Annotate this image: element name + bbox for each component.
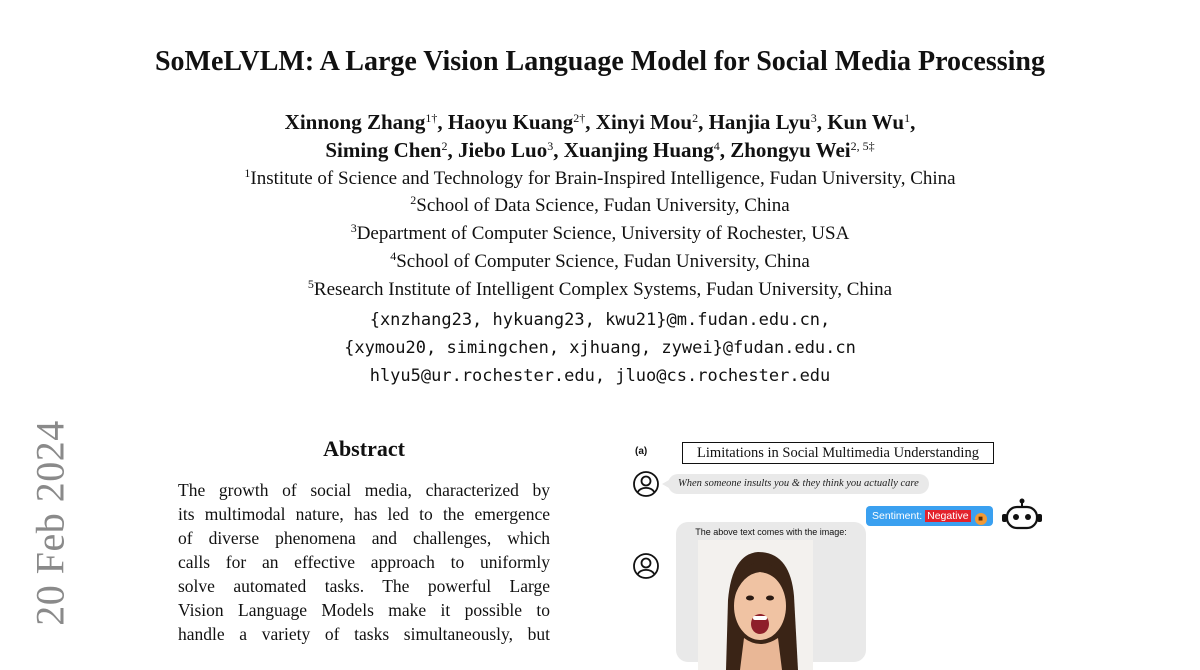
author-name: Zhongyu Wei [730, 138, 851, 162]
figure-1 [620, 436, 1060, 648]
abstract-line: of diverse phenomena and challenges, which [178, 528, 550, 548]
sentiment-bubble [866, 506, 993, 526]
affil-sup: 1 [244, 166, 251, 180]
robot-icon [1000, 498, 1044, 532]
paper-title: SoMeLVLM: A Large Vision Language Model for Social Media Processing [154, 46, 1046, 77]
sentiment-prefix: Sentiment: [872, 510, 926, 522]
affiliation-2 [0, 195, 1200, 217]
affil-sup: 2 [410, 193, 417, 207]
email-line: {xnzhang23, hykuang23, kwu21}@m.fudan.edu.cn, [369, 310, 831, 330]
abstract-line: its multimodal nature, has led to the emergence [178, 504, 550, 524]
user-avatar-icon [633, 553, 659, 579]
side-date-text: 20 Feb 2024 [27, 419, 73, 626]
user-message-bubble: When someone insults you & they think you actually care [668, 474, 929, 494]
affil-text: School of Computer Science, Fudan University, China [396, 251, 810, 272]
affil-text: Research Institute of Intelligent Complex Systems, Fudan University, China [313, 279, 893, 300]
image-caption: The above text comes with the image: [695, 527, 847, 537]
affiliation-4 [0, 251, 1200, 273]
author-affil-sup: 2† [573, 111, 586, 125]
abstract-body [178, 478, 550, 646]
abstract-line: solve automated tasks. The powerful Large [178, 576, 550, 596]
author-affil-sup: 2 [441, 139, 448, 153]
user-avatar-icon [633, 471, 659, 497]
email-line: {xymou20, simingchen, xjhuang, zywei}@fudan.edu.cn [344, 338, 856, 358]
email-line: hlyu5@ur.rochester.edu, jluo@cs.rochester.edu [369, 366, 831, 386]
author-affil-sup: 2 [692, 111, 699, 125]
author-sep: , [698, 110, 709, 134]
figure-panel-title: Limitations in Social Multimedia Understanding [682, 442, 994, 464]
author-sep: , [816, 110, 828, 134]
author-affil-sup: 3 [547, 139, 554, 153]
affil-sup: 3 [350, 221, 357, 235]
affiliation-5 [0, 279, 1200, 301]
author-name: Xuanjing Huang [563, 138, 714, 162]
author-sep: , [585, 110, 596, 134]
author-name: Kun Wu [827, 110, 905, 134]
author-name: Xinnong Zhang [284, 110, 426, 134]
author-sep: , [719, 138, 731, 162]
abstract-heading: Abstract [323, 436, 405, 461]
author-sep: , [437, 110, 448, 134]
authors-line-1 [0, 110, 1200, 135]
affil-sup: 5 [307, 277, 314, 291]
author-sep: , [553, 138, 564, 162]
meme-photo [698, 540, 813, 670]
author-affil-sup: 3 [810, 111, 817, 125]
abstract-line: The growth of social media, characterized by [178, 480, 550, 500]
author-affil-sup: 4 [713, 139, 720, 153]
author-affil-sup: 2, 5‡ [850, 139, 875, 153]
abstract-line: handle a variety of tasks simultaneously, but [178, 624, 550, 644]
figure-panel-label: (a) [635, 446, 648, 457]
affil-sup: 4 [390, 249, 397, 263]
author-affil-sup: 1† [425, 111, 438, 125]
affiliation-1 [0, 168, 1200, 190]
abstract-line: Vision Language Models make it possible to [178, 600, 550, 620]
affil-text: Institute of Science and Technology for Brain-Inspired Intelligence, Fudan University, China [250, 168, 956, 189]
author-name: Siming Chen [325, 138, 442, 162]
affil-text: School of Data Science, Fudan University, China [416, 195, 790, 216]
author-sep: , [447, 138, 458, 162]
affil-text: Department of Computer Science, University of Rochester, USA [356, 223, 850, 244]
sentiment-value: Negative [927, 510, 969, 522]
image-message-bubble [676, 522, 866, 662]
authors-line-2 [0, 138, 1200, 163]
author-name: Jiebo Luo [457, 138, 548, 162]
author-sep: , [910, 110, 916, 134]
angry-face-emoji-icon: ■ [975, 513, 987, 525]
author-affil-sup: 1 [904, 111, 911, 125]
affiliation-3 [0, 223, 1200, 245]
arxiv-side-date [28, 420, 72, 625]
author-name: Haoyu Kuang [447, 110, 574, 134]
abstract-line: calls for an effective approach to uniformly [178, 552, 550, 572]
author-name: Hanjia Lyu [708, 110, 811, 134]
author-name: Xinyi Mou [595, 110, 693, 134]
